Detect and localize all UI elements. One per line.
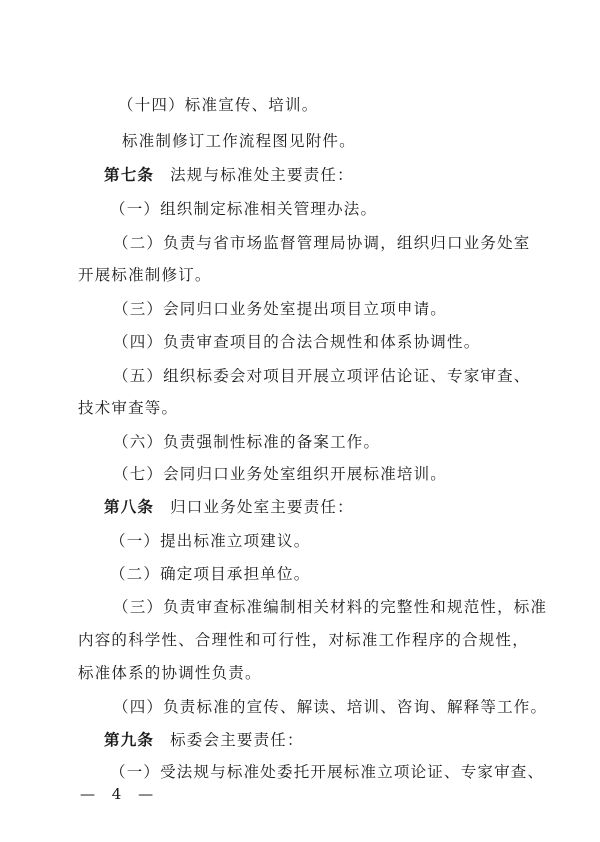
list-item: （三）会同归口业务处室提出项目立项申请。 [113, 300, 448, 318]
article-9-heading [104, 730, 304, 750]
article-7-heading [104, 165, 354, 185]
article-8-heading [104, 497, 354, 517]
list-item: （二）负责与省市场监督管理局协调，组织归口业务处室 [113, 234, 531, 252]
list-item: （三）负责审查标准编制相关材料的完整性和规范性，标准 [113, 598, 548, 616]
list-item: （四）负责标准的宣传、解读、培训、咨询、解释等工作。 [113, 698, 548, 716]
list-item: （四）负责审查项目的合法合规性和体系协调性。 [113, 333, 481, 351]
article-number: 第八条 [104, 497, 155, 516]
list-item: （六）负责强制性标准的备案工作。 [113, 433, 381, 451]
article-title: 归口业务处室主要责任： [170, 498, 354, 516]
list-item: （一）组织制定标准相关管理办法。 [110, 200, 378, 218]
list-item-continuation: 内容的科学性、合理性和可行性，对标准工作程序的合规性， [78, 631, 529, 649]
paragraph-line: 标准制修订工作流程图见附件。 [122, 132, 356, 150]
list-item: （五）组织标委会对项目开展立项评估论证、专家审查、 [113, 367, 531, 385]
list-item: （一）受法规与标准处委托开展标准立项论证、专家审查、 [110, 763, 545, 781]
article-number: 第九条 [104, 730, 155, 749]
list-item: （一）提出标准立项建议。 [110, 532, 311, 550]
list-item: （二）确定项目承担单位。 [110, 565, 311, 583]
article-number: 第七条 [104, 165, 155, 184]
list-item: （七）会同归口业务处室组织开展标准培训。 [113, 465, 448, 483]
list-item-continuation: 标准体系的协调性负责。 [78, 664, 262, 682]
list-item-continuation: 技术审查等。 [78, 399, 179, 417]
article-title: 标委会主要责任： [170, 731, 304, 749]
page-number: — 4 — [80, 785, 160, 803]
article-title: 法规与标准处主要责任： [170, 166, 354, 184]
list-item-continuation: 开展标准制修订。 [78, 266, 212, 284]
list-item: （十四）标准宣传、培训。 [118, 96, 319, 114]
